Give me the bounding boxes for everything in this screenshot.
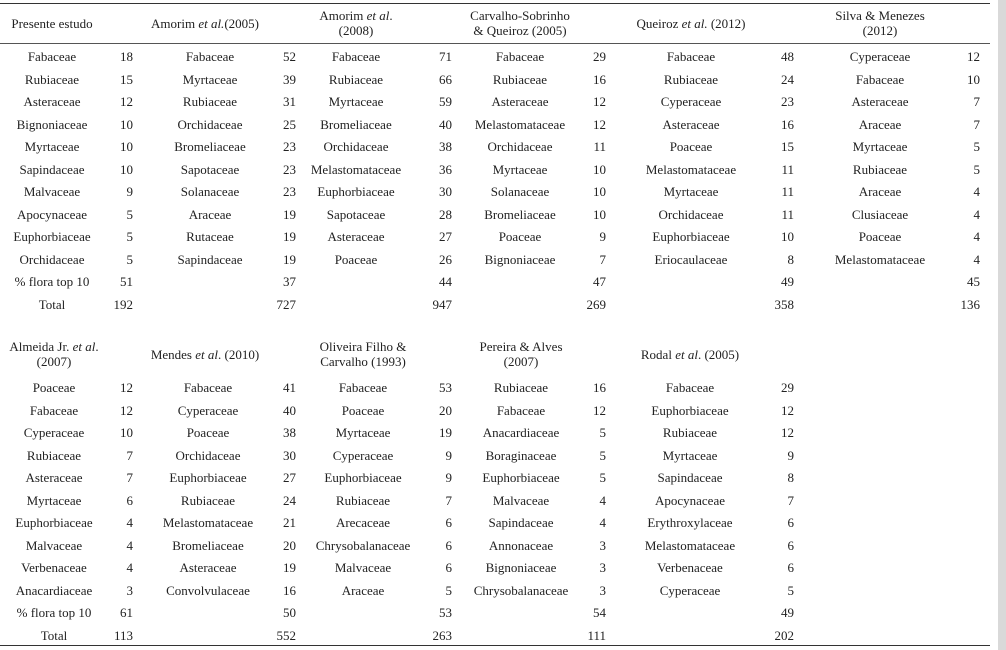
family-name: Asteraceae xyxy=(327,229,385,244)
total-species: 136 xyxy=(960,296,980,312)
species-count: 71 xyxy=(439,49,452,64)
species-count: 27 xyxy=(439,229,452,244)
flora-top10-percent: 49 xyxy=(781,605,794,620)
header-text: Almeida Jr. xyxy=(9,339,73,354)
species-count: 12 xyxy=(781,402,794,418)
family-name: Myrtaceae xyxy=(335,425,391,440)
flora-top10-percent: 54 xyxy=(593,605,606,620)
family-name: Orchidaceae xyxy=(323,139,389,154)
header-text: . (2005) xyxy=(697,347,740,362)
header-text: Presente estudo xyxy=(11,16,93,31)
species-count: 9 xyxy=(599,229,606,244)
header-text: Silva & Menezes xyxy=(835,8,925,23)
species-count: 52 xyxy=(283,49,296,64)
species-count: 4 xyxy=(126,515,133,530)
family-name: Apocynaceae xyxy=(16,206,87,222)
flora-top10-percent: 50 xyxy=(283,605,296,620)
species-count: 19 xyxy=(283,251,296,267)
family-name: Myrtaceae xyxy=(852,139,908,154)
family-name: Cyperaceae xyxy=(660,94,722,109)
family-name: Fabaceae xyxy=(185,49,235,64)
family-name: Clusiaceae xyxy=(851,206,909,222)
species-count: 7 xyxy=(973,116,980,132)
family-name: Malvaceae xyxy=(25,537,83,553)
species-count: 6 xyxy=(445,560,452,575)
family-name: Rubiaceae xyxy=(852,161,908,177)
family-name: Orchidaceae xyxy=(487,139,553,154)
species-count: 15 xyxy=(120,71,133,87)
header-text: (2007) xyxy=(36,354,72,369)
family-name: Asteraceae xyxy=(179,560,237,575)
species-count: 12 xyxy=(593,94,606,109)
family-name: Fabaceae xyxy=(338,380,388,395)
species-count: 19 xyxy=(283,560,296,575)
total-species: 263 xyxy=(432,627,452,643)
species-count: 5 xyxy=(973,161,980,177)
header-italic-text: et al xyxy=(72,339,96,354)
study-header xyxy=(431,339,611,369)
family-name: Euphorbiaceae xyxy=(652,229,730,244)
species-count: 59 xyxy=(439,94,452,109)
header-text: Rodal xyxy=(640,347,676,362)
total-species: 111 xyxy=(587,627,606,643)
family-name: Melastomataceae xyxy=(834,251,926,267)
species-count: 4 xyxy=(599,515,606,530)
family-name: Anacardiaceae xyxy=(15,582,93,598)
family-name: Rubiaceae xyxy=(328,71,384,87)
species-count: 5 xyxy=(126,206,133,222)
header-italic-text: et al xyxy=(195,347,218,362)
species-count: 23 xyxy=(781,94,794,109)
species-count: 8 xyxy=(787,470,794,485)
species-count: 19 xyxy=(283,206,296,222)
header-text: Carvalho-Sobrinho xyxy=(470,8,570,23)
family-name: Cyperaceae xyxy=(23,425,85,440)
total-species: 947 xyxy=(432,296,452,312)
species-count: 18 xyxy=(120,49,133,64)
page-edge-scrollbar xyxy=(998,0,1006,650)
species-count: 12 xyxy=(120,94,133,109)
family-name: Poaceae xyxy=(669,139,713,154)
family-name: Orchidaceae xyxy=(175,447,241,463)
species-count: 29 xyxy=(781,380,794,395)
species-count: 10 xyxy=(593,206,606,222)
study-header xyxy=(430,8,610,38)
species-count: 10 xyxy=(120,116,133,132)
species-count: 10 xyxy=(120,425,133,440)
family-name: Fabaceae xyxy=(666,49,716,64)
family-name: Arecaceae xyxy=(335,515,391,530)
family-name: Cyperaceae xyxy=(659,582,721,598)
family-name: Myrtaceae xyxy=(662,447,718,463)
family-name: Fabaceae xyxy=(665,380,715,395)
species-count: 66 xyxy=(439,71,452,87)
flora-top10-label: % flora top 10 xyxy=(16,605,92,620)
family-name: Sapindaceae xyxy=(657,470,723,485)
family-name: Poaceae xyxy=(32,380,76,395)
species-count: 3 xyxy=(599,582,606,598)
header-text: (2005) xyxy=(224,16,259,31)
species-count: 10 xyxy=(593,161,606,177)
header-text: . xyxy=(389,8,393,23)
species-count: 23 xyxy=(283,139,296,154)
family-name: Rubiaceae xyxy=(180,492,236,508)
family-name: Euphorbiaceae xyxy=(324,470,402,485)
species-count: 7 xyxy=(126,470,133,485)
family-name: Orchidaceae xyxy=(177,116,243,132)
family-name: Melastomataceae xyxy=(474,116,566,132)
species-count: 6 xyxy=(445,515,452,530)
family-name: Poaceae xyxy=(498,229,542,244)
family-name: Fabaceae xyxy=(331,49,381,64)
family-name: Myrtaceae xyxy=(26,492,82,508)
species-count: 7 xyxy=(787,492,794,508)
family-name: Sapindaceae xyxy=(19,161,85,177)
family-name: Malvaceae xyxy=(334,560,392,575)
family-name: Rubiaceae xyxy=(182,94,238,109)
family-name: Anacardiaceae xyxy=(482,425,560,440)
species-count: 36 xyxy=(439,161,452,177)
total-species: 358 xyxy=(774,296,794,312)
family-name: Asteraceae xyxy=(851,94,909,109)
species-count: 41 xyxy=(283,380,296,395)
family-name: Sapotaceae xyxy=(180,161,240,177)
species-count: 12 xyxy=(781,425,794,440)
study-header xyxy=(273,339,453,369)
family-name: Eriocaulaceae xyxy=(654,251,728,267)
family-name: Melastomataceae xyxy=(644,537,736,553)
family-name: Orchidaceae xyxy=(19,251,85,267)
family-name: Annonaceae xyxy=(488,537,554,553)
family-name: Rubiaceae xyxy=(493,380,549,395)
family-name: Rubiaceae xyxy=(663,71,719,87)
species-count: 29 xyxy=(593,49,606,64)
header-text: (2008) xyxy=(338,23,374,38)
species-count: 4 xyxy=(126,537,133,553)
study-header xyxy=(115,347,295,362)
family-name: Myrtaceae xyxy=(492,161,548,177)
species-count: 39 xyxy=(283,71,296,87)
species-count: 23 xyxy=(283,161,296,177)
header-text: (2007) xyxy=(503,354,539,369)
family-name: Asteraceae xyxy=(25,470,83,485)
species-count: 6 xyxy=(787,560,794,575)
family-name: Asteraceae xyxy=(662,116,720,132)
family-name: Myrtaceae xyxy=(663,184,719,199)
species-count: 25 xyxy=(283,116,296,132)
family-name: Fabaceae xyxy=(855,71,905,87)
family-name: Boraginaceae xyxy=(485,447,557,463)
species-count: 5 xyxy=(599,425,606,440)
species-count: 10 xyxy=(120,161,133,177)
species-count: 21 xyxy=(283,515,296,530)
family-name: Bromeliaceae xyxy=(174,139,246,154)
header-italic-text: et al xyxy=(675,347,698,362)
flora-top10-percent: 44 xyxy=(439,274,452,289)
flora-top10-percent: 51 xyxy=(120,274,133,289)
species-count: 4 xyxy=(973,229,980,244)
species-count: 38 xyxy=(439,139,452,154)
family-name: Verbenaceae xyxy=(21,560,87,575)
species-count: 38 xyxy=(283,425,296,440)
family-name: Solanaceae xyxy=(180,184,240,199)
species-count: 10 xyxy=(593,184,606,199)
species-count: 30 xyxy=(439,184,452,199)
species-count: 9 xyxy=(787,447,794,463)
species-count: 11 xyxy=(781,206,794,222)
family-name: Euphorbiaceae xyxy=(651,402,729,418)
species-count: 12 xyxy=(967,49,980,64)
species-count: 9 xyxy=(445,447,452,463)
header-text: . xyxy=(95,339,99,354)
species-count: 6 xyxy=(787,515,794,530)
total-species: 192 xyxy=(113,296,133,312)
family-name: Melastomataceae xyxy=(645,161,737,177)
species-count: 5 xyxy=(126,251,133,267)
family-name: Fabaceae xyxy=(27,49,77,64)
species-count: 4 xyxy=(973,251,980,267)
header-text: (2012) xyxy=(707,16,746,31)
study-header xyxy=(601,16,781,31)
species-count: 20 xyxy=(439,402,452,418)
family-name: Euphorbiaceae xyxy=(169,470,247,485)
species-count: 4 xyxy=(599,492,606,508)
species-count: 12 xyxy=(593,116,606,132)
family-name: Apocynaceae xyxy=(654,492,725,508)
family-name: Asteraceae xyxy=(491,94,549,109)
species-count: 5 xyxy=(126,229,133,244)
species-count: 15 xyxy=(781,139,794,154)
species-count: 6 xyxy=(126,492,133,508)
species-count: 30 xyxy=(283,447,296,463)
family-name: Poaceae xyxy=(186,425,230,440)
family-name: Araceae xyxy=(188,206,232,222)
family-name: Verbenaceae xyxy=(657,560,723,575)
header-italic-text: et al xyxy=(366,8,390,23)
total-label: Total xyxy=(38,296,66,312)
header-text: & Queiroz (2005) xyxy=(473,23,567,38)
species-count: 12 xyxy=(120,380,133,395)
header-italic-text: et al. xyxy=(198,16,225,31)
species-count: 9 xyxy=(445,470,452,485)
species-count: 5 xyxy=(787,582,794,598)
species-count: 19 xyxy=(283,229,296,244)
species-count: 28 xyxy=(439,206,452,222)
species-count: 7 xyxy=(126,447,133,463)
species-count: 6 xyxy=(787,537,794,553)
total-species: 552 xyxy=(276,627,296,643)
species-count: 53 xyxy=(439,380,452,395)
species-count: 7 xyxy=(599,251,606,267)
family-name: Bignoniaceae xyxy=(485,560,557,575)
family-name: Myrtaceae xyxy=(24,139,80,154)
family-name: Rubiaceae xyxy=(24,71,80,87)
family-name: Euphorbiaceae xyxy=(317,184,395,199)
species-count: 27 xyxy=(283,470,296,485)
header-text: Amorim xyxy=(151,16,199,31)
species-count: 7 xyxy=(445,492,452,508)
family-name: Rutaceae xyxy=(186,229,234,244)
family-name: Araceae xyxy=(341,582,385,598)
family-name: Rubiaceae xyxy=(492,71,548,87)
flora-top10-percent: 47 xyxy=(593,274,606,289)
family-name: Convolvulaceae xyxy=(166,582,250,598)
family-name: Poaceae xyxy=(334,251,378,267)
header-text: (2012) xyxy=(862,23,898,38)
flora-top10-percent: 61 xyxy=(120,605,133,620)
family-name: Sapindaceae xyxy=(177,251,243,267)
family-name: Cyperaceae xyxy=(177,402,239,418)
header-text: . (2010) xyxy=(218,347,260,362)
species-count: 9 xyxy=(126,184,133,199)
header-text: Oliveira Filho & xyxy=(319,339,407,354)
header-text: Pereira & Alves xyxy=(479,339,563,354)
flora-top10-percent: 37 xyxy=(283,274,296,289)
flora-top10-label: % flora top 10 xyxy=(14,274,90,289)
family-name: Euphorbiaceae xyxy=(15,515,93,530)
family-name: Bignoniaceae xyxy=(484,251,556,267)
family-name: Melastomataceae xyxy=(162,515,254,530)
family-name: Sapotaceae xyxy=(326,206,386,222)
family-name: Cyperaceae xyxy=(332,447,394,463)
family-name: Bromeliaceae xyxy=(172,537,244,553)
family-name: Araceae xyxy=(858,116,902,132)
table-bottom-rule xyxy=(0,645,990,646)
study-header xyxy=(266,8,446,38)
family-name: Poaceae xyxy=(858,229,902,244)
species-count: 24 xyxy=(781,71,794,87)
species-count: 3 xyxy=(599,560,606,575)
species-count: 5 xyxy=(445,582,452,598)
family-name: Chrysobalanaceae xyxy=(315,537,411,553)
family-name: Rubiaceae xyxy=(26,447,82,463)
header-text: Mendes xyxy=(150,347,196,362)
species-count: 10 xyxy=(967,71,980,87)
family-name: Bromeliaceae xyxy=(320,116,392,132)
total-species: 727 xyxy=(276,296,296,312)
family-name: Euphorbiaceae xyxy=(13,229,91,244)
header-text: Queiroz xyxy=(636,16,682,31)
family-name: Rubiaceae xyxy=(335,492,391,508)
species-count: 10 xyxy=(781,229,794,244)
family-name: Chrysobalanaceae xyxy=(473,582,569,598)
total-species: 113 xyxy=(113,627,133,643)
species-count: 16 xyxy=(593,380,606,395)
species-count: 12 xyxy=(593,402,606,418)
species-count: 19 xyxy=(439,425,452,440)
species-count: 10 xyxy=(120,139,133,154)
family-name: Fabaceae xyxy=(29,402,79,418)
species-count: 16 xyxy=(593,71,606,87)
species-count: 31 xyxy=(283,94,296,109)
header-italic-text: et al. xyxy=(681,16,708,31)
flora-top10-percent: 49 xyxy=(781,274,794,289)
species-count: 26 xyxy=(439,251,452,267)
study-header xyxy=(790,8,970,38)
species-count: 40 xyxy=(283,402,296,418)
species-count: 11 xyxy=(781,184,794,199)
family-name: Sapindaceae xyxy=(488,515,554,530)
family-name: Bignoniaceae xyxy=(16,116,88,132)
family-name: Erythroxylaceae xyxy=(647,515,733,530)
species-count: 5 xyxy=(599,447,606,463)
species-count: 11 xyxy=(781,161,794,177)
species-count: 5 xyxy=(973,139,980,154)
family-name: Bromeliaceae xyxy=(484,206,556,222)
family-name: Asteraceae xyxy=(23,94,81,109)
species-count: 4 xyxy=(973,184,980,199)
family-name: Malvaceae xyxy=(23,184,81,199)
species-count: 24 xyxy=(283,492,296,508)
species-count: 4 xyxy=(973,206,980,222)
total-label: Total xyxy=(40,627,68,643)
family-name: Orchidaceae xyxy=(658,206,724,222)
total-species: 269 xyxy=(586,296,606,312)
family-name: Cyperaceae xyxy=(849,49,911,64)
family-name: Araceae xyxy=(858,184,902,199)
family-name: Myrtaceae xyxy=(328,94,384,109)
species-count: 6 xyxy=(445,537,452,553)
family-name: Euphorbiaceae xyxy=(482,470,560,485)
family-name: Poaceae xyxy=(341,402,385,418)
family-name: Solanaceae xyxy=(490,184,550,199)
species-count: 7 xyxy=(973,94,980,109)
species-count: 40 xyxy=(439,116,452,132)
species-count: 16 xyxy=(781,116,794,132)
flora-top10-percent: 53 xyxy=(439,605,452,620)
header-text: Carvalho (1993) xyxy=(320,354,406,369)
family-name: Melastomataceae xyxy=(310,161,402,177)
species-count: 12 xyxy=(120,402,133,418)
species-count: 8 xyxy=(787,251,794,267)
family-name: Fabaceae xyxy=(183,380,233,395)
header-rule xyxy=(0,43,990,44)
table-top-rule xyxy=(0,3,990,4)
species-count: 5 xyxy=(599,470,606,485)
species-count: 48 xyxy=(781,49,794,64)
species-count: 3 xyxy=(599,537,606,553)
species-count: 11 xyxy=(593,139,606,154)
family-name: Myrtaceae xyxy=(182,71,238,87)
flora-top10-percent: 45 xyxy=(967,274,980,289)
total-species: 202 xyxy=(774,627,794,643)
species-count: 20 xyxy=(283,537,296,553)
family-name: Fabaceae xyxy=(495,49,545,64)
species-count: 16 xyxy=(283,582,296,598)
species-count: 3 xyxy=(126,582,133,598)
species-count: 23 xyxy=(283,184,296,199)
family-name: Rubiaceae xyxy=(662,425,718,440)
family-name: Malvaceae xyxy=(492,492,550,508)
header-text: Amorim xyxy=(319,8,367,23)
study-header xyxy=(600,347,780,362)
species-count: 4 xyxy=(126,560,133,575)
family-name: Fabaceae xyxy=(496,402,546,418)
